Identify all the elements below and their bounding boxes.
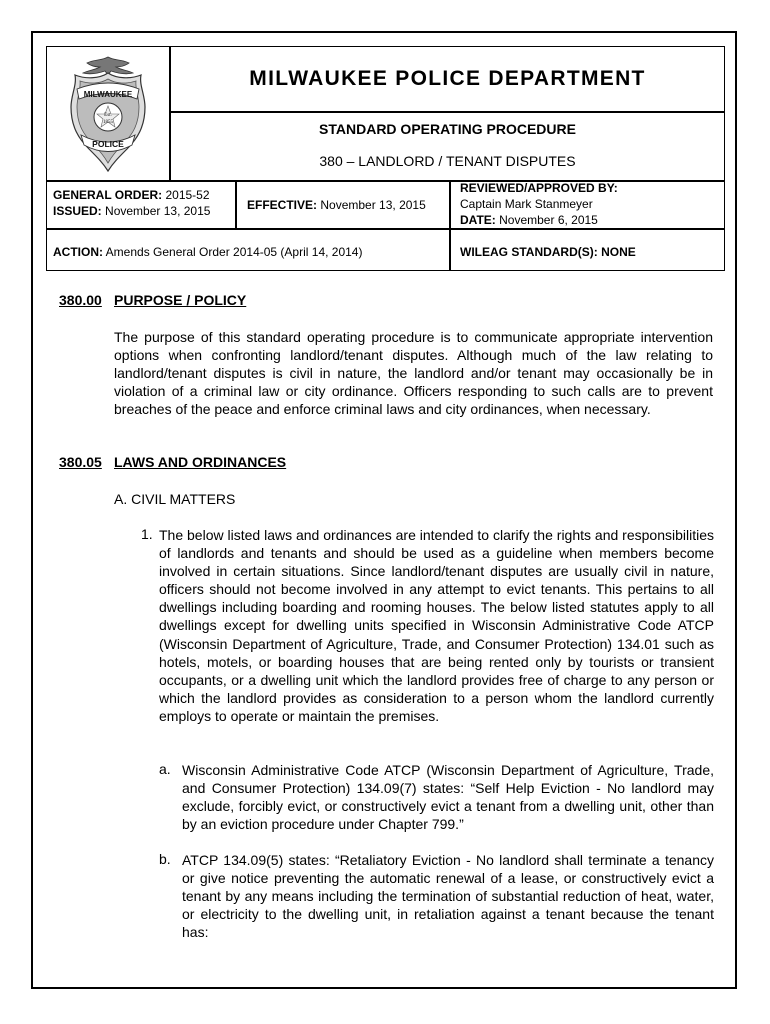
purpose-paragraph: The purpose of this standard operating procedure is to communicate appropriate intervention options when confronting landlord/tenant disputes. Although much of the law relating to landlord/tenant disputes is civil in nature, the landlord and/or tenant may occasionally be in violation of a criminal law or city ordinance. Officers responding to such calls are to prevent breaches of the peace and enforce criminal laws and city ordinances, when necessary.	[114, 329, 713, 418]
item-1-number: 1.	[141, 526, 153, 542]
item-1-paragraph: The below listed laws and ordinances are intended to clarify the rights and responsibilities of landlords and tenants and should be used as a guideline when members become involved in certain situations. Since landlord/tenant disputes are usually civil in nature, officers should not become involved in any attempt to evict tenants. This pertains to all dwellings including boarding and rooming houses. The below listed statutes apply to all dwellings except for dwelling units specified in Wisconsin Administrative Code ATCP (Wisconsin Department of Agriculture, Trade, and Consumer Protection) 134.01 such as hotels, motels, or boarding houses that are being rented only by tourists or transient occupants, or a dwelling unit which the landlord provides free of charge to any person or which the landlord provides as consideration to a person whom the landlord currently employs to operate or maintain the premises.	[159, 527, 714, 724]
svg-text:MILWAUKEE: MILWAUKEE	[83, 90, 133, 99]
section-heading-380-00: 380.00 PURPOSE / POLICY	[59, 292, 247, 308]
general-order: GENERAL ORDER: 2015-52 ISSUED: November 13, 2015	[53, 188, 211, 218]
header-table	[46, 46, 725, 271]
subsection-civil-matters: A. CIVIL MATTERS	[114, 491, 236, 507]
review-info: REVIEWED/APPROVED BY: Captain Mark Stanmeyer DATE: November 6, 2015	[460, 181, 618, 227]
svg-text:1855: 1855	[103, 120, 113, 125]
wileag-standard: WILEAG STANDARD(S): NONE	[460, 245, 636, 259]
item-b-paragraph: ATCP 134.09(5) states: “Retaliatory Eviction - No landlord shall terminate a tenancy or give notice preventing the automatic renewal of a lease, or constructively evict a tenant by any means including the termination of substantial reduction of heat, water, or electricity to the dwelling unit, in retaliation against a tenant because the tenant has:	[182, 852, 714, 941]
doc-title: 380 – LANDLORD / TENANT DISPUTES	[319, 153, 576, 169]
action-info: ACTION: Amends General Order 2014-05 (April 14, 2014)	[53, 245, 363, 259]
effective-date: EFFECTIVE: November 13, 2015	[247, 198, 426, 212]
item-a-number: a.	[159, 761, 171, 777]
section-heading-380-05: 380.05 LAWS AND ORDINANCES	[59, 454, 287, 470]
doc-type: STANDARD OPERATING PROCEDURE	[319, 121, 576, 137]
svg-text:POLICE: POLICE	[92, 139, 124, 149]
svg-text:Est.: Est.	[104, 113, 112, 118]
item-b-number: b.	[159, 851, 171, 867]
police-badge-icon	[65, 55, 151, 173]
item-a-paragraph: Wisconsin Administrative Code ATCP (Wisconsin Department of Agriculture, Trade, and Consumer Protection) 134.09(7) states: “Self Help Eviction - No landlord may exclude, forcibly evict, or constructively evict a tenant from a dwelling unit, other than by an eviction procedure under Chapter 799.”	[182, 762, 714, 833]
page-title: MILWAUKEE POLICE DEPARTMENT	[249, 67, 646, 90]
badge-logo	[47, 47, 170, 180]
